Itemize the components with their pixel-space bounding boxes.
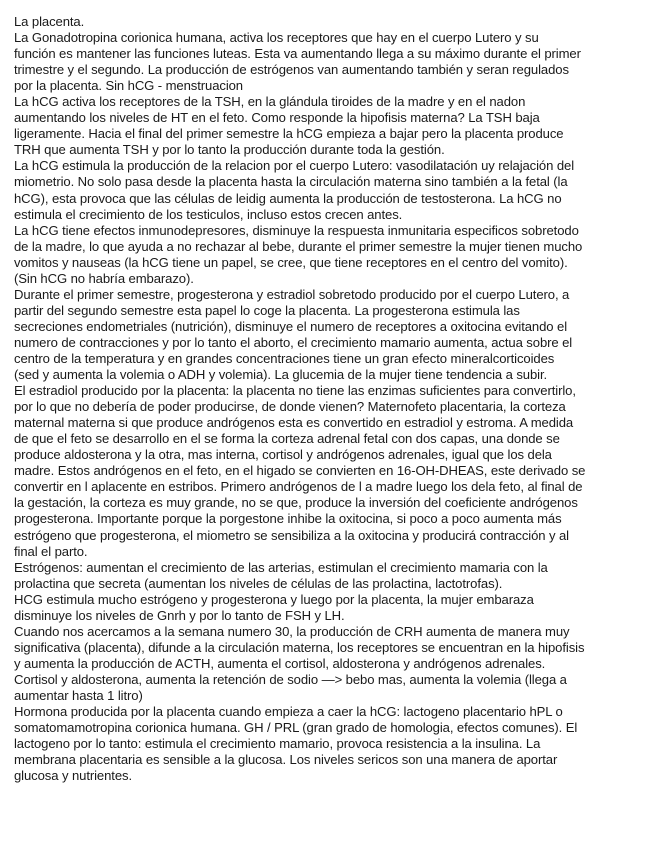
text-line: progesterona. Importante porque la porgestone inhibe la oxitocina, si poco a poco aumenta más xyxy=(14,511,562,527)
text-line: somatomamotropina corionica humana. GH / PRL (gran grado de homologia, efectos comunes). El xyxy=(14,720,578,736)
text-line: significativa (placenta), difunde a la circulación materna, los receptores se encuentran en la hipofisis xyxy=(14,639,585,655)
text-line: secreciones endometriales (nutrición), disminuye el numero de receptores a oxitocina evitando el xyxy=(14,318,567,334)
text-line: produce aldosterona y la otra, mas interna, cortisol y andrógenos adrenales, igual que los dela xyxy=(14,447,552,463)
text-line: maternal materna si que produce andrógenos esta es convertido en estradiol y estroma. A medida xyxy=(14,415,574,431)
text-line: La hCG estimula la producción de la relacion por el cuerpo Lutero: vasodilatación uy relajación del xyxy=(14,158,575,174)
text-line: El estradiol producido por la placenta: la placenta no tiene las enzimas suficientes para convertirlo, xyxy=(14,383,576,399)
text-line: centro de la temperatura y en grandes concentraciones tiene un gran efecto mineralcorticoides xyxy=(14,350,555,366)
text-line: aumentando los niveles de HT en el feto. Como responde la hipofisis materna? La TSH baja xyxy=(14,110,540,126)
text-line: Estrógenos: aumentan el crecimiento de las arterias, estimulan el crecimiento mamaria con la xyxy=(14,559,548,575)
text-line: Cortisol y aldosterona, aumenta la retención de sodio —> bebo mas, aumenta la volemia (llega a xyxy=(14,671,567,687)
text-line: Hormona producida por la placenta cuando empieza a caer la hCG: lactogeno placentario hPL o xyxy=(14,704,563,720)
text-line: aumentar hasta 1 litro) xyxy=(14,687,143,703)
text-line: Durante el primer semestre, progesterona y estradiol sobretodo producido por el cuerpo Lutero, a xyxy=(14,286,570,302)
text-line: ligeramente. Hacia el final del primer semestre la hCG empieza a bajar pero la placenta produce xyxy=(14,126,564,142)
text-line: miometrio. No solo pasa desde la placenta hasta la circulación materna sino también a la fetal (la xyxy=(14,174,568,190)
text-line: TRH que aumenta TSH y por lo tanto la producción durante toda la gestión. xyxy=(14,142,445,158)
text-line: Cuando nos acercamos a la semana numero 30, la producción de CRH aumenta de manera muy xyxy=(14,623,570,639)
text-line: La Gonadotropina corionica humana, activa los receptores que hay en el cuerpo Lutero y su xyxy=(14,30,539,46)
text-line: por la placenta. Sin hCG - menstruacion xyxy=(14,78,243,94)
text-line: partir del segundo semestre esta papel lo coge la placenta. La progesterona estimula las xyxy=(14,302,520,318)
text-line: de que el feto se desarrollo en el se forma la corteza adrenal fetal con dos capas, una donde se xyxy=(14,431,560,447)
text-line: lactogeno por lo tanto: estimula el crecimiento mamario, provoca resistencia a la insulina. La xyxy=(14,736,541,752)
text-line: y aumenta la producción de ACTH, aumenta el cortisol, aldosterona y andrógenos adrenales. xyxy=(14,655,546,671)
text-line: glucosa y nutrientes. xyxy=(14,768,132,784)
text-line: disminuye los niveles de Gnrh y por lo tanto de FSH y LH. xyxy=(14,607,345,623)
text-line: por lo que no debería de poder producirse, de donde vienen? Maternofeto placentaria, la corteza xyxy=(14,399,566,415)
text-line: prolactina que secreta (aumentan los niveles de células de las prolactina, lactotrofas). xyxy=(14,575,503,591)
text-line: La hCG tiene efectos inmunodepresores, disminuye la respuesta inmunitaria especificos sobretodo xyxy=(14,222,579,238)
text-line: final el parto. xyxy=(14,543,88,559)
text-line: función es mantener las funciones luteas. Esta va aumentando llega a su máximo durante el primer xyxy=(14,46,581,62)
text-line: La hCG activa los receptores de la TSH, en la glándula tiroides de la madre y en el nadon xyxy=(14,94,526,110)
text-line: HCG estimula mucho estrógeno y progesterona y luego por la placenta, la mujer embaraza xyxy=(14,591,534,607)
text-line: convertir en l aplacente en estribos. Primero andrógenos de l a madre luego los dela feto, al final de xyxy=(14,479,583,495)
text-line: numero de contracciones y por lo tanto el aborto, el crecimiento mamario aumenta, actua sobre el xyxy=(14,334,573,350)
text-line: de la madre, lo que ayuda a no rechazar al bebe, durante el primer semestre la mujer tienen mucho xyxy=(14,238,583,254)
text-line: estimula el crecimiento de los testiculos, incluso estos crecen antes. xyxy=(14,206,403,222)
text-line: la gestación, la corteza es muy grande, no se que, produce la inversión del coeficiente andrógenos xyxy=(14,495,578,511)
text-line: (Sin hCG no habría embarazo). xyxy=(14,270,194,286)
text-line: vomitos y nauseas (la hCG tiene un papel, se cree, que tiene receptores en el centro del vomito). xyxy=(14,254,568,270)
text-line: hCG), esta provoca que las células de leidig aumenta la producción de testosterona. La hCG no xyxy=(14,190,562,206)
text-line: (sed y aumenta la volemia o ADH y volemia). La glucemia de la mujer tiene tendencia a subir. xyxy=(14,367,548,383)
document-title: La placenta. xyxy=(14,14,85,29)
text-line: estrógeno que progesterona, el miometro se sensibiliza a la oxitocina y producirá contracción y al xyxy=(14,527,569,543)
text-line: madre. Estos andrógenos en el feto, en el higado se convierten en 16-OH-DHEAS, este derivado se xyxy=(14,463,586,479)
text-line: trimestre y el segundo. La producción de estrógenos van aumentando también y seran regulados xyxy=(14,62,569,78)
text-line: membrana placentaria es sensible a la glucosa. Los niveles sericos son una manera de aportar xyxy=(14,752,558,768)
